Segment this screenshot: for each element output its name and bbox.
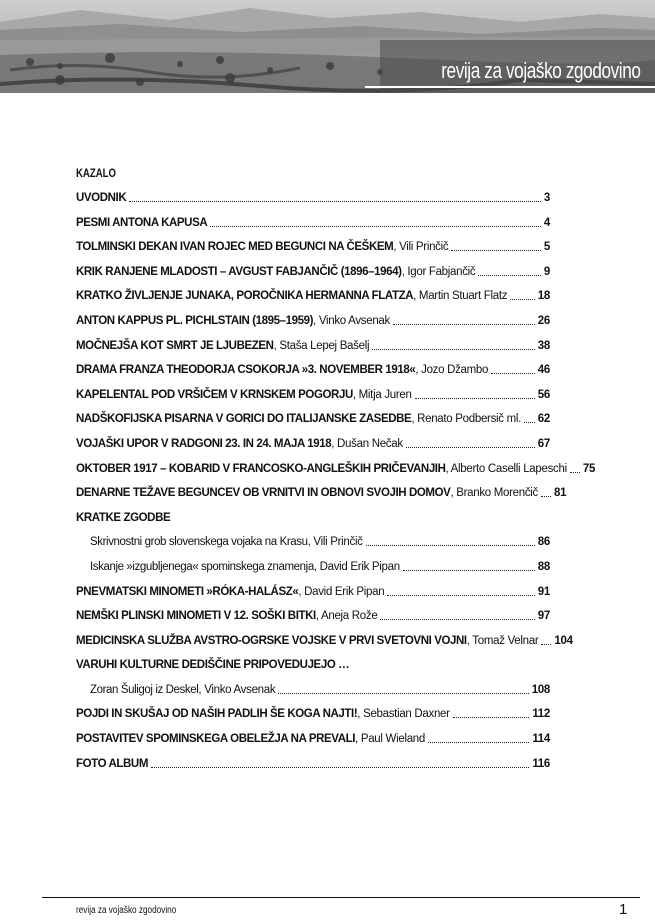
toc-entry-author: , David Erik Pipan (313, 560, 400, 573)
toc-entry (76, 609, 550, 634)
toc-entry (76, 634, 573, 659)
toc-entry-author: , Dušan Nečak (331, 437, 403, 450)
toc-entry-page: 46 (537, 364, 550, 377)
toc-entry-title: KAPELENTAL POD VRŠIČEM V KRNSKEM POGORJU (76, 388, 353, 401)
dot-leader (380, 619, 534, 620)
toc-entry-page: 97 (537, 610, 550, 623)
toc-entry-text (76, 609, 377, 623)
toc-entry-title: TOLMINSKI DEKAN IVAN ROJEC MED BEGUNCI NA ČEŠKEM (76, 241, 394, 254)
toc-entry-title: UVODNIK (76, 192, 127, 204)
dot-leader (428, 742, 529, 743)
toc-entry (76, 707, 550, 732)
toc-entry-text (76, 191, 126, 205)
footer-journal-name: revija za vojaško zgodovino (76, 905, 177, 916)
dot-leader (524, 422, 535, 423)
toc-entry-title: PESMI ANTONA KAPUSA (76, 216, 208, 229)
toc-entry (76, 511, 550, 536)
toc-entry-title: POJDI IN SKUŠAJ OD NAŠIH PADLIH ŠE KOGA NAJTI! (76, 708, 358, 721)
toc-entry-text (90, 683, 275, 697)
toc-entry-text (76, 486, 538, 500)
toc-entry-page: 5 (543, 241, 550, 254)
toc-entry-title: ANTON KAPPUS PL. PICHLSTAIN (1895–1959) (76, 314, 314, 327)
dot-leader (453, 717, 530, 718)
toc-entry (76, 216, 550, 241)
toc-entry (76, 265, 550, 290)
toc-entry-text (76, 437, 403, 451)
toc-entry (76, 560, 550, 585)
toc-entry-text (76, 634, 538, 648)
journal-title: revija za vojaško zgodovino (441, 58, 641, 83)
toc-entry-author: , Sebastian Daxner (357, 708, 450, 721)
toc-entry-text (76, 511, 170, 525)
dot-leader (393, 324, 535, 325)
toc-entry (76, 658, 550, 683)
toc-entry-text (76, 585, 384, 599)
toc-entry (76, 363, 550, 388)
toc-entry-page: 4 (543, 216, 550, 229)
toc-entry-page: 62 (537, 413, 550, 426)
toc-entry-author: , Staša Lepej Bašelj (273, 339, 370, 352)
toc-entry-title: DENARNE TEŽAVE BEGUNCEV OB VRNITVI IN OBNOVI SVOJIH DOMOV (76, 487, 451, 500)
dot-leader (491, 373, 535, 374)
toc-entry (76, 412, 550, 437)
toc-heading: KAZALO (76, 166, 116, 180)
toc-entry-page: 81 (554, 487, 567, 500)
toc-entry-text (90, 560, 400, 574)
toc-entry-title: Iskanje »izgubljenega« spominskega znamenja (90, 560, 314, 573)
toc-entry-title: POSTAVITEV SPOMINSKEGA OBELEŽJA NA PREVALI (76, 733, 356, 746)
toc-entry-author: , David Erik Pipan (298, 585, 385, 598)
toc-entry-author: , Aneja Rože (315, 610, 378, 623)
toc-entry-title: NADŠKOFIJSKA PISARNA V GORICI DO ITALIJANSKE ZASEDBE (76, 413, 412, 426)
toc-entry-title: VARUHI KULTURNE DEDIŠČINE PRIPOVEDUJEJO … (76, 659, 350, 672)
dot-leader (415, 398, 535, 399)
toc-entry-page: 116 (532, 757, 550, 770)
toc-entry (76, 683, 550, 708)
toc-entry (76, 339, 550, 364)
toc-entry-text (76, 314, 390, 328)
toc-entry-title: KRATKE ZGODBE (76, 511, 171, 524)
dot-leader (406, 447, 535, 448)
banner-rule (365, 86, 655, 88)
toc-entry-title: MEDICINSKA SLUŽBA AVSTRO-OGRSKE VOJSKE V PRVI SVETOVNI VOJNI (76, 634, 467, 647)
toc-entry-page: 114 (532, 733, 550, 746)
toc-entry-author: , Mitja Juren (352, 388, 412, 401)
toc-entry-author: , Branko Morenčič (450, 487, 539, 500)
header-banner-photo (0, 0, 655, 93)
dot-leader (403, 570, 535, 571)
toc-entry-page: 108 (531, 683, 550, 696)
dot-leader (129, 201, 541, 202)
toc-entry-author: , Igor Fabjančič (401, 265, 476, 278)
toc-entry-text (76, 240, 448, 254)
toc-entry (76, 388, 550, 413)
toc-entry (76, 314, 550, 339)
dot-leader (478, 275, 541, 276)
toc-entry-author: , Renato Podbersič ml. (411, 413, 522, 426)
dot-leader (387, 595, 534, 596)
toc-entry-author: , Martin Stuart Flatz (413, 290, 508, 303)
footer-divider (42, 897, 640, 898)
footer-page-number: 1 (619, 901, 628, 918)
toc-entry-page: 56 (537, 388, 550, 401)
toc-entry (76, 486, 567, 511)
dot-leader (510, 299, 535, 300)
toc-entry-text (76, 658, 349, 672)
toc-entry-page: 112 (532, 708, 550, 721)
toc-entry-page: 9 (543, 265, 550, 278)
toc-entry-text (76, 363, 488, 377)
toc-entry (76, 191, 550, 216)
dot-leader (570, 472, 580, 473)
toc-entry (76, 437, 550, 462)
toc-entry-author: , Vili Prinčič (307, 536, 363, 549)
toc-entry (76, 732, 550, 757)
toc-entry-page: 86 (537, 536, 550, 549)
toc-entry (76, 757, 550, 782)
dot-leader (210, 226, 541, 227)
toc-entry-page: 104 (554, 634, 573, 647)
toc-entry-title: Skrivnostni grob slovenskega vojaka na Krasu (90, 536, 308, 549)
toc-list (76, 191, 596, 781)
toc-entry-title: KRATKO ŽIVLJENJE JUNAKA, POROČNIKA HERMANNA FLATZA (76, 290, 414, 303)
toc-entry-text (76, 412, 521, 426)
toc-entry-title: PNEVMATSKI MINOMETI »RÓKA-HALÁSZ« (76, 585, 299, 598)
toc-entry-title: Zoran Šuligoj iz Deskel (90, 683, 199, 696)
toc-entry (76, 289, 550, 314)
toc-entry-page: 26 (537, 314, 550, 327)
dot-leader (451, 250, 541, 251)
table-of-contents (76, 166, 596, 781)
toc-entry-title: KRIK RANJENE MLADOSTI – AVGUST FABJANČIČ (1896–1964) (76, 265, 402, 278)
toc-entry-author: , Tomaž Velnar (466, 634, 539, 647)
toc-entry-title: OKTOBER 1917 – KOBARID V FRANCOSKO-ANGLEŠKIH PRIČEVANJIH (76, 462, 446, 475)
toc-entry-title: DRAMA FRANZA THEODORJA CSOKORJA »3. NOVEMBER 1918« (76, 364, 416, 377)
dot-leader (541, 644, 551, 645)
toc-entry-text (76, 462, 567, 476)
toc-entry-text (76, 757, 148, 771)
dot-leader (278, 693, 528, 694)
toc-entry-author: , Jozo Džambo (415, 364, 489, 377)
toc-entry-page: 67 (537, 437, 550, 450)
toc-entry-title: VOJAŠKI UPOR V RADGONI 23. IN 24. MAJA 1918 (76, 437, 332, 450)
toc-entry (76, 462, 596, 487)
toc-entry-text (76, 265, 475, 279)
toc-entry (76, 585, 550, 610)
toc-entry-page: 18 (537, 290, 550, 303)
toc-entry-title: FOTO ALBUM (76, 757, 149, 770)
toc-entry-author: , Vinko Avsenak (313, 314, 390, 327)
toc-entry (76, 535, 550, 560)
toc-entry-text (76, 339, 369, 353)
toc-entry-page: 3 (543, 192, 550, 204)
toc-entry-page: 75 (582, 462, 596, 475)
dot-leader (151, 767, 529, 768)
toc-entry-text (76, 388, 412, 402)
toc-entry-text (76, 732, 425, 746)
toc-entry-author: , Alberto Caselli Lapeschi (445, 462, 567, 475)
toc-entry-page: 88 (537, 560, 550, 573)
toc-entry-author: , Paul Wieland (355, 733, 425, 746)
dot-leader (541, 496, 551, 497)
toc-entry (76, 240, 550, 265)
toc-entry-text (76, 289, 507, 303)
toc-entry-text (90, 535, 363, 549)
dot-leader (366, 545, 535, 546)
toc-entry-text (76, 707, 450, 721)
toc-entry-title: NEMŠKI PLINSKI MINOMETI V 12. SOŠKI BITKI (76, 610, 316, 623)
toc-entry-page: 91 (537, 585, 550, 598)
toc-entry-title: MOČNEJŠA KOT SMRT JE LJUBEZEN (76, 339, 274, 352)
toc-entry-text (76, 216, 207, 230)
toc-entry-page: 38 (537, 339, 550, 352)
dot-leader (372, 349, 535, 350)
toc-entry-author: , Vili Prinčič (393, 241, 449, 254)
toc-entry-author: , Vinko Avsenak (198, 683, 276, 696)
